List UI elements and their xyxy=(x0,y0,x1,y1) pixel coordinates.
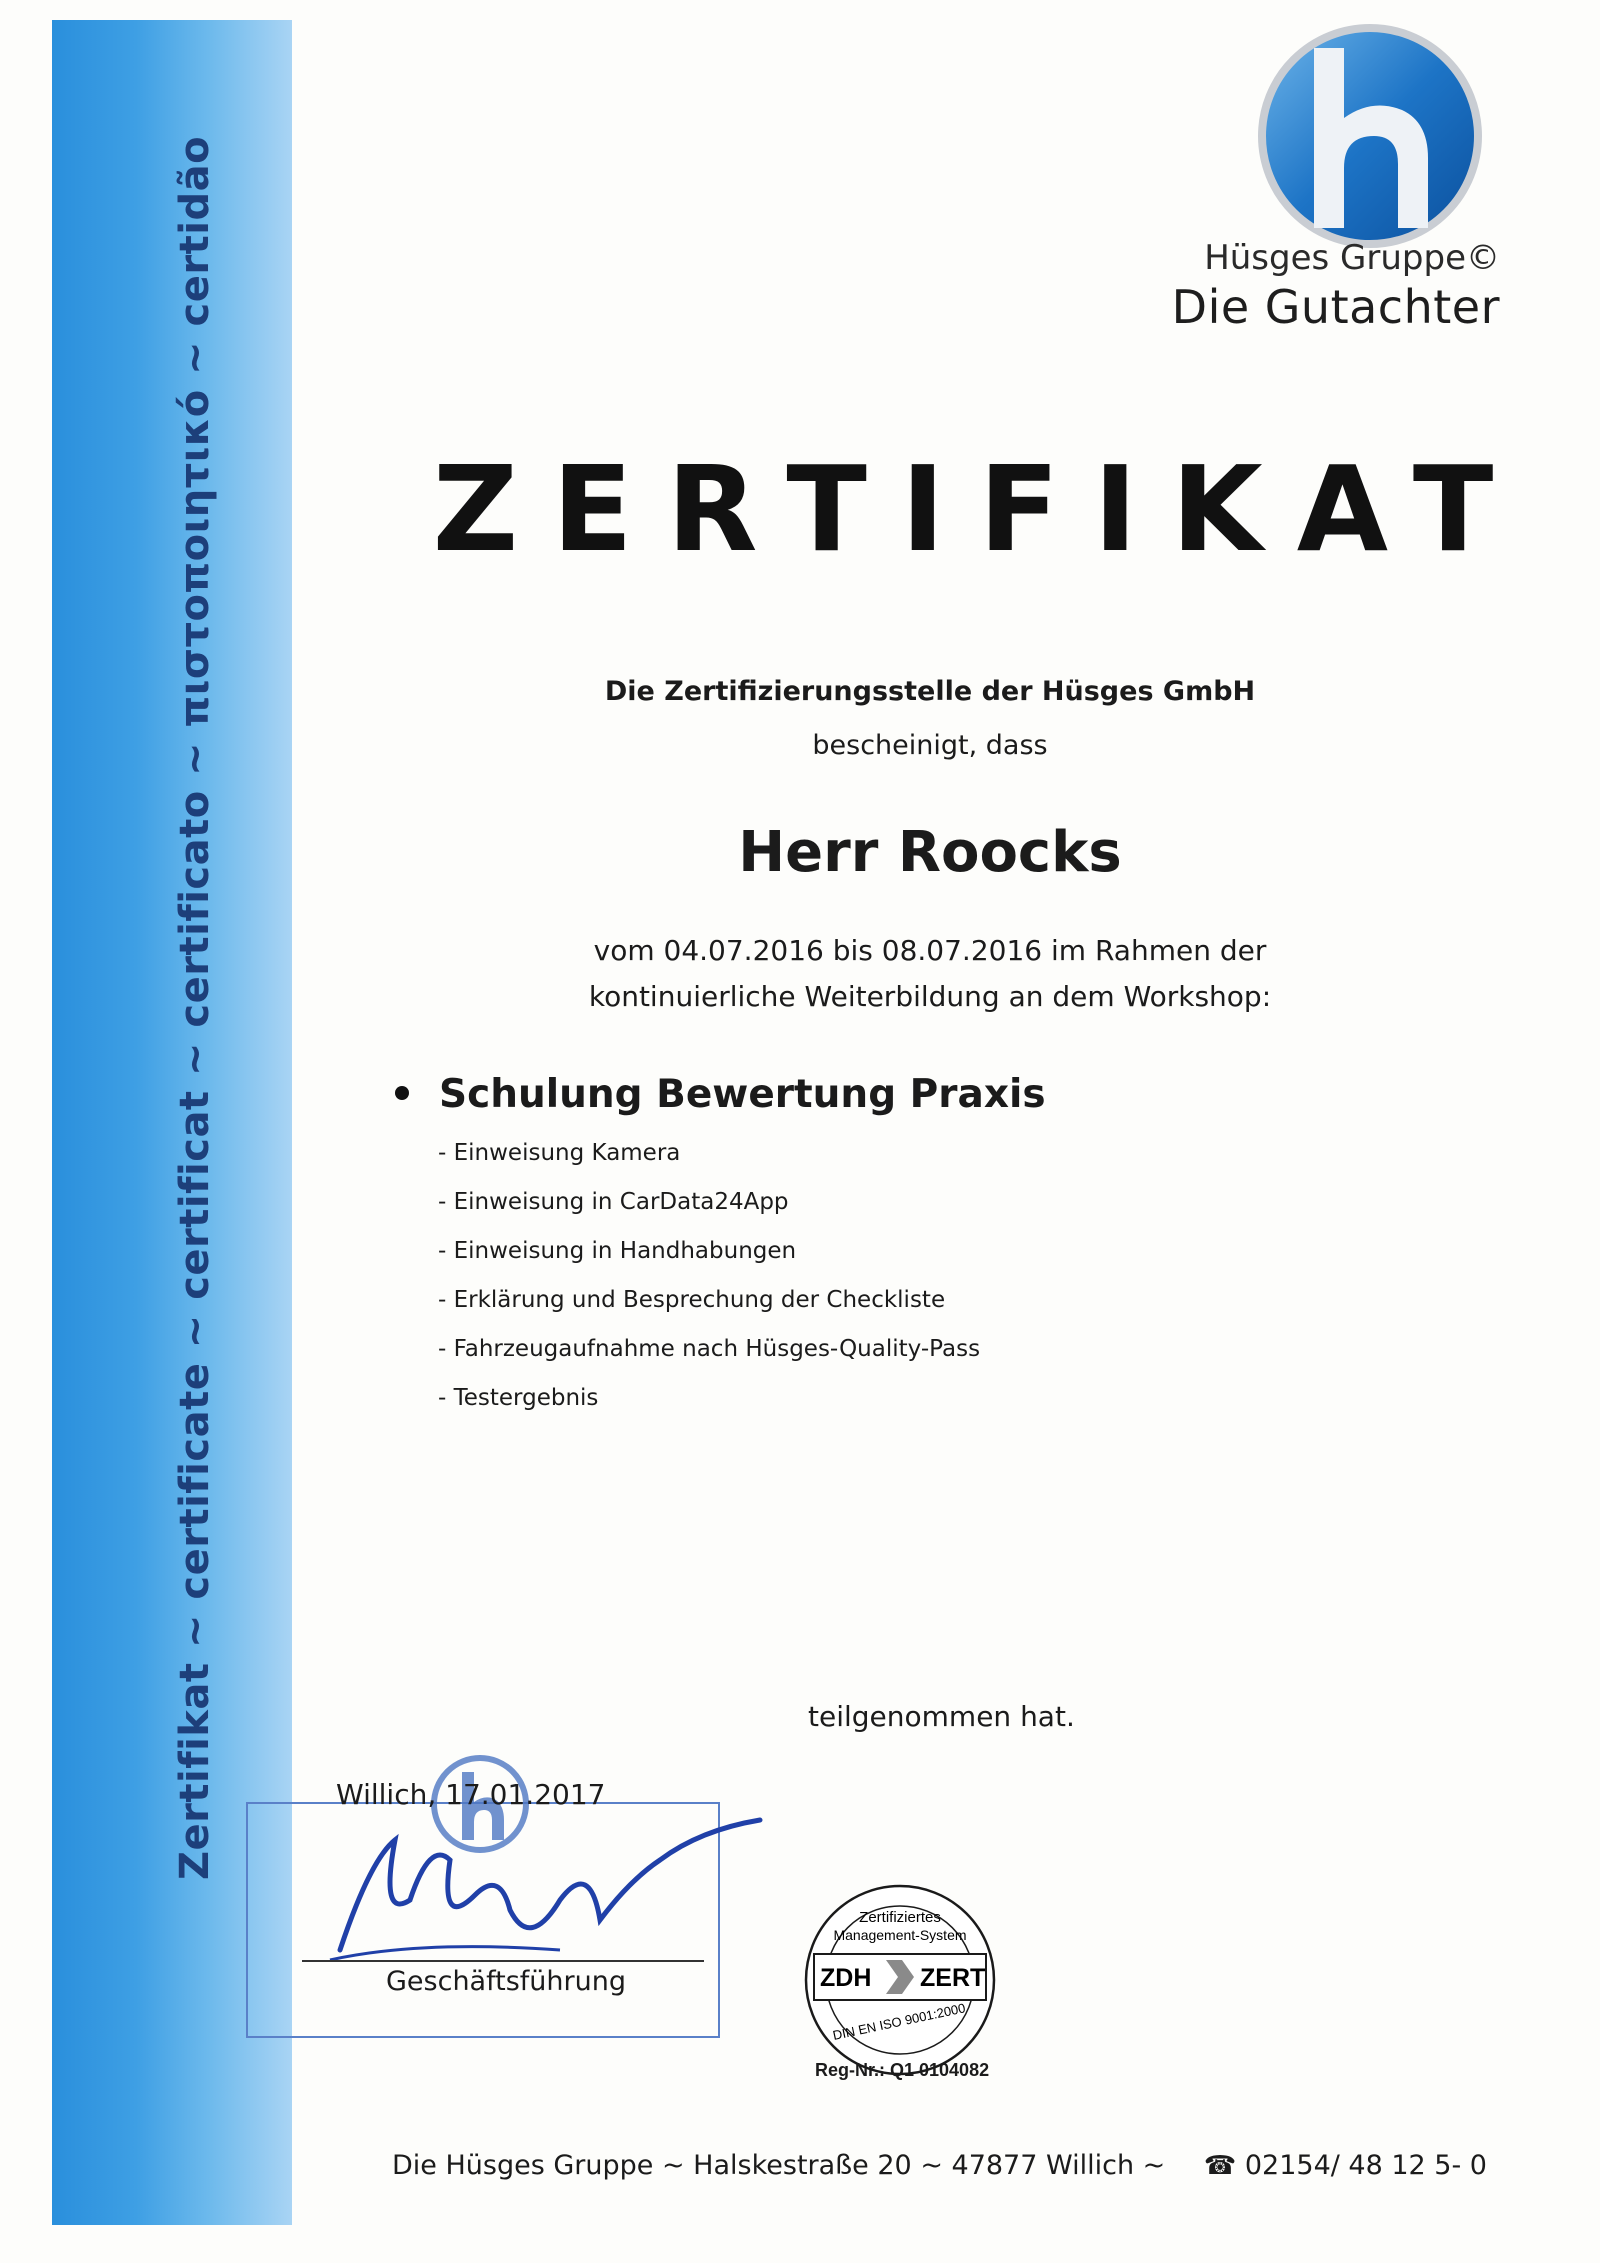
signature-role: Geschäftsführung xyxy=(386,1966,626,1997)
list-item: - Einweisung in Handhabungen xyxy=(438,1238,797,1264)
seal-middle-text: Management-System xyxy=(833,1927,967,1943)
footer-phone: 02154/ 48 12 5- 0 xyxy=(1244,2150,1487,2181)
context-text: kontinuierliche Weiterbildung an dem Workshop: xyxy=(588,980,1272,1013)
signature-line xyxy=(302,1960,704,1962)
footer-address: Die Hüsges Gruppe ~ Halskestraße 20 ~ 47877 Willich ~ xyxy=(392,2150,1166,2181)
seal-bottom-text: DIN EN ISO 9001:2000 xyxy=(831,2000,967,2043)
place-date: Willich, 17.01.2017 xyxy=(336,1778,606,1811)
seal-top-text: Zertifiziertes xyxy=(859,1909,941,1926)
list-item: - Einweisung Kamera xyxy=(438,1140,681,1166)
signature-icon xyxy=(300,1800,770,1980)
issuer: Die Zertifizierungsstelle der Hüsges GmbH xyxy=(604,676,1256,707)
seal-left-mark: ZDH xyxy=(820,1964,872,1992)
registration-number: Reg-Nr.: Q1 0104082 xyxy=(815,2060,990,2080)
bullet-icon xyxy=(395,1086,409,1100)
seal-right-mark: ZERT xyxy=(920,1964,986,1992)
recipient-name: Herr Roocks xyxy=(738,820,1122,885)
footer xyxy=(392,2150,1487,2181)
course-title: Schulung Bewertung Praxis xyxy=(439,1072,1046,1117)
topic-list xyxy=(438,1138,980,1432)
certificate-title: ZERTIFIKAT xyxy=(432,440,1528,578)
list-item: - Fahrzeugaufnahme nach Hüsges-Quality-Pass xyxy=(438,1336,981,1362)
sidebar-multilingual-text: Zertifikat ~ certificate ~ certificat ~ certificato ~ πιστοποιητικό ~ certidão xyxy=(172,135,218,1880)
zdh-zert-seal xyxy=(800,1880,1000,2080)
list-item: - Testergebnis xyxy=(438,1385,599,1411)
telephone-icon: ☎ xyxy=(1203,2151,1237,2181)
brand-name: Die Gutachter xyxy=(1171,280,1500,334)
brand-group: Hüsges Gruppe© xyxy=(1204,238,1500,278)
participated-text: teilgenommen hat. xyxy=(808,1700,1075,1733)
list-item: - Erklärung und Besprechung der Checkliste xyxy=(438,1287,946,1313)
list-item: - Einweisung in CarData24App xyxy=(438,1189,789,1215)
course-item xyxy=(395,1072,1046,1117)
period-text: vom 04.07.2016 bis 08.07.2016 im Rahmen der xyxy=(593,934,1267,967)
h-letter-logo xyxy=(1252,18,1488,254)
certifies-text: bescheinigt, dass xyxy=(812,730,1048,761)
